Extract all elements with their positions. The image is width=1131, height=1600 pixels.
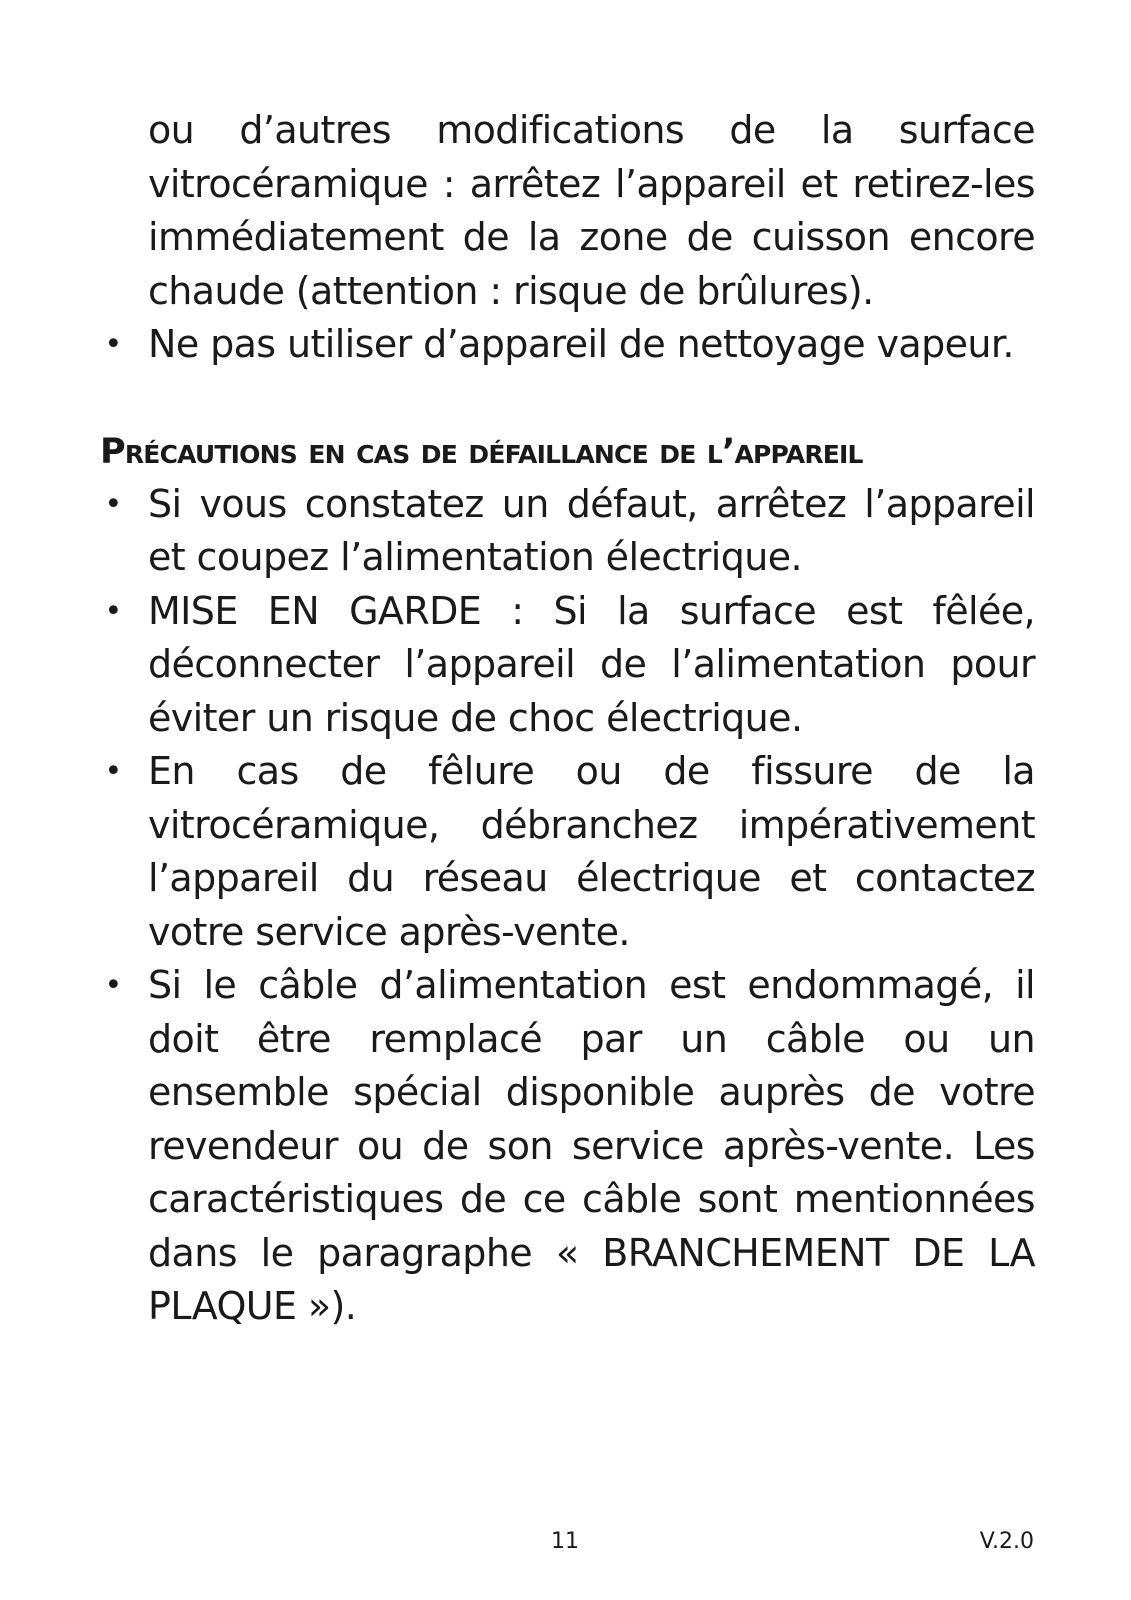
top-bullet-list	[100, 318, 1035, 372]
list-item	[100, 745, 1035, 959]
page-number: 11	[551, 1529, 579, 1554]
list-item-text: Si vous constatez un défaut, arrêtez l’appareil et coupez l’alimentation électrique.	[148, 481, 1035, 579]
list-item	[100, 318, 1035, 372]
section-bullet-list	[100, 478, 1035, 1334]
list-item	[100, 585, 1035, 746]
bullet-icon: •	[104, 486, 122, 522]
section-title: Précautions en cas de défaillance de l’appareil	[100, 431, 863, 472]
continued-paragraph: ou d’autres modifications de la surface vitrocéramique : arrêtez l’appareil et retirez-les immédiatement de la zone de cuisson encore chaude (attention : risque de brûlures).	[148, 108, 1035, 313]
bullet-icon: •	[104, 754, 122, 789]
version-label: V.2.0	[979, 1529, 1034, 1554]
list-item-text: Si le câble d’alimentation est endommagé, il doit être remplacé par un câble ou un ensemble spécial disponible auprès de votre revendeur ou de son service après-vente. Les caractéristiques de ce câble sont mentionnées dans le paragraphe « BRANCHEMENT DE LA PLAQUE »).	[148, 963, 1035, 1328]
list-item	[100, 959, 1035, 1334]
list-item-text: MISE EN GARDE : Si la surface est fêlée, déconnecter l’appareil de l’alimentation pour éviter un risque de choc électrique.	[148, 588, 1035, 740]
bullet-icon: •	[104, 968, 122, 1003]
bullet-icon: •	[104, 593, 122, 629]
list-item	[100, 478, 1035, 585]
bullet-icon: •	[104, 327, 122, 362]
list-item-text: En cas de fêlure ou de fissure de la vitrocéramique, débranchez impérativement l’appareil du réseau électrique et contactez votre service après-vente.	[148, 749, 1035, 954]
list-item-text: Ne pas utiliser d’appareil de nettoyage vapeur.	[148, 322, 1014, 366]
page-content	[100, 104, 1035, 1334]
